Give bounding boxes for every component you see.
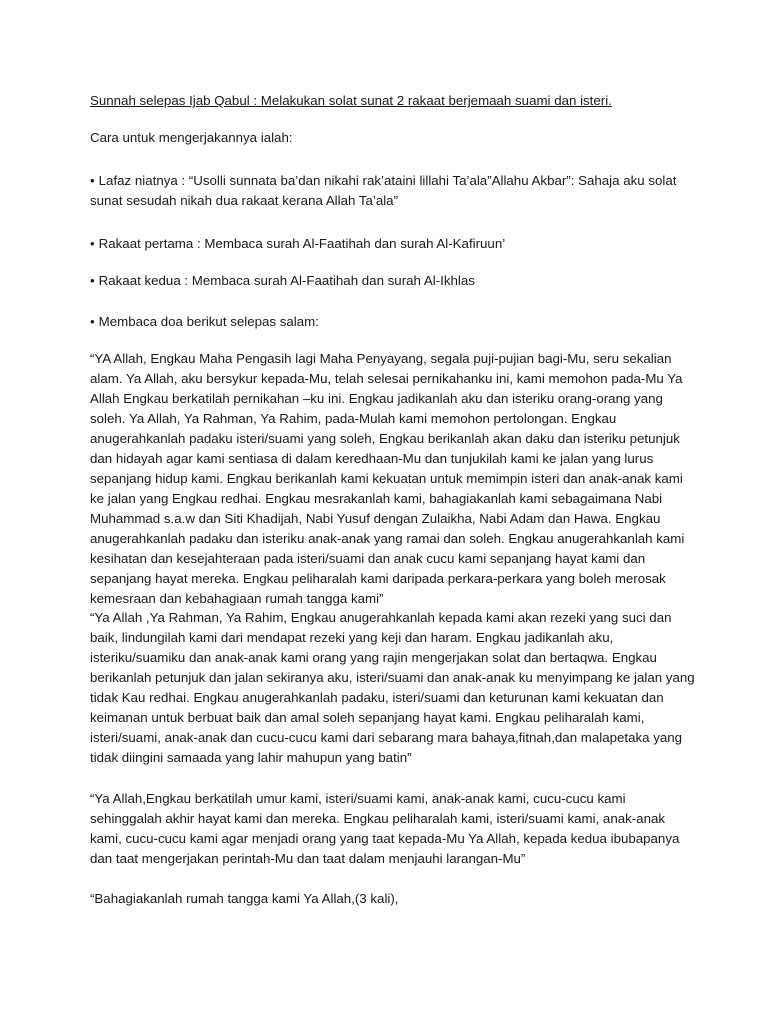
bullet-item-doa — [90, 312, 695, 332]
intro-text: Cara untuk mengerjakannya ialah: — [90, 130, 293, 145]
bullet-icon: • — [90, 173, 95, 188]
bullet-item-lafaz-niat — [90, 171, 695, 211]
doa-paragraph-2: “Ya Allah ,Ya Rahman, Ya Rahim, Engkau anugerahkanlah kepada kami akan rezeki yang suci dan baik, lindungilah kami dari mendapat rezeki yang keji dan haram. Engkau jadikanlah aku, isteriku/suamiku dan anak-anak kami orang yang rajin mengerjakan solat dan bertaqwa. Engkau berikanlah petunjuk dan jalan sekiranya aku, isteri/suami dan anak-anak ku menyimpang ke jalan yang tidak Kau redhai. Engkau anugerahkanlah padaku, isteri/suami dan keturunan kami kekuatan dan keimanan untuk berbuat baik dan amal soleh sepanjang hayat kami. Engkau peliharalah kami, isteri/suami, anak-anak dan cucu-cucu kami dari sebarang mara bahaya,fitnah,dan malapetaka yang tidak diingini samaada yang lahir mahupun yang batin” — [90, 610, 695, 765]
bullet-text: Rakaat pertama : Membaca surah Al-Faatihah dan surah Al-Kafiruun’ — [98, 236, 506, 251]
doa-paragraph-4: “Bahagiakanlah rumah tangga kami Ya Allah,(3 kali), — [90, 891, 399, 906]
document-title: Sunnah selepas Ijab Qabul : Melakukan solat sunat 2 rakaat berjemaah suami dan isteri. — [90, 93, 612, 108]
bullet-item-rakaat-kedua — [90, 271, 695, 291]
bullet-text: Membaca doa berikut selepas salam: — [98, 314, 319, 329]
bullet-icon: • — [90, 273, 95, 288]
bullet-icon: • — [90, 314, 95, 329]
bullet-item-rakaat-pertama — [90, 234, 695, 254]
bullet-text: Lafaz niatnya : “Usolli sunnata ba’dan nikahi rak’ataini lillahi Ta’ala”Allahu Akbar”: Sahaja aku solat sunat sesudah nikah dua rakaat kerana Allah Ta’ala” — [90, 173, 677, 208]
bullet-text: Rakaat kedua : Membaca surah Al-Faatihah dan surah Al-Ikhlas — [98, 273, 475, 288]
bullet-icon: • — [90, 236, 95, 251]
doa-paragraph-3: “Ya Allah,Engkau berkatilah umur kami, isteri/suami kami, anak-anak kami, cucu-cucu kami sehinggalah akhir hayat kami dan mereka. Engkau peliharalah kami, isteri/suami kami, anak-anak kami, cucu-cucu kami agar menjadi orang yang taat kepada-Mu Ya Allah, kepada kedua ibubapanya dan taat mengerjakan perintah-Mu dan taat dalam menjauhi larangan-Mu” — [90, 791, 680, 866]
doa-paragraph-1: “YA Allah, Engkau Maha Pengasih lagi Maha Penyayang, segala puji-pujian bagi-Mu, seru sekalian alam. Ya Allah, aku bersykur kepada-Mu, telah selesai pernikahanku ini, kami memohon pada-Mu Ya Allah Engkau berkatilah pernikahan –ku ini. Engkau jadikanlah aku dan isteriku orang-orang yang soleh. Ya Allah, Ya Rahman, Ya Rahim, pada-Mulah kami memohon pertolongan. Engkau anugerahkanlah padaku isteri/suami yang soleh, Engkau berikanlah akan daku dan isteriku petunjuk dan hidayah agar kami sentiasa di dalam keredhaan-Mu dan tunjukilah kami ke jalan yang lurus sepanjang hidup kami. Engkau berikanlah kami kekuatan untuk memimpin isteri dan anak-anak kami ke jalan yang Engkau redhai. Engkau mesrakanlah kami, bahagiakanlah kami sebagaimana Nabi Muhammad s.a.w dan Siti Khadijah, Nabi Yusuf dengan Zulaikha, Nabi Adam dan Hawa. Engkau anugerahkanlah padaku dan isteriku anak-anak yang ramai dan soleh. Engkau anugerahkanlah kami kesihatan dan kesejahteraan pada isteri/suami dan anak cucu kami sepanjang hayat kami dan sepanjang hayat mereka. Engkau peliharalah kami daripada perkara-perkara yang boleh merosak kemesraan dan kebahagiaan rumah tangga kami” — [90, 351, 685, 606]
